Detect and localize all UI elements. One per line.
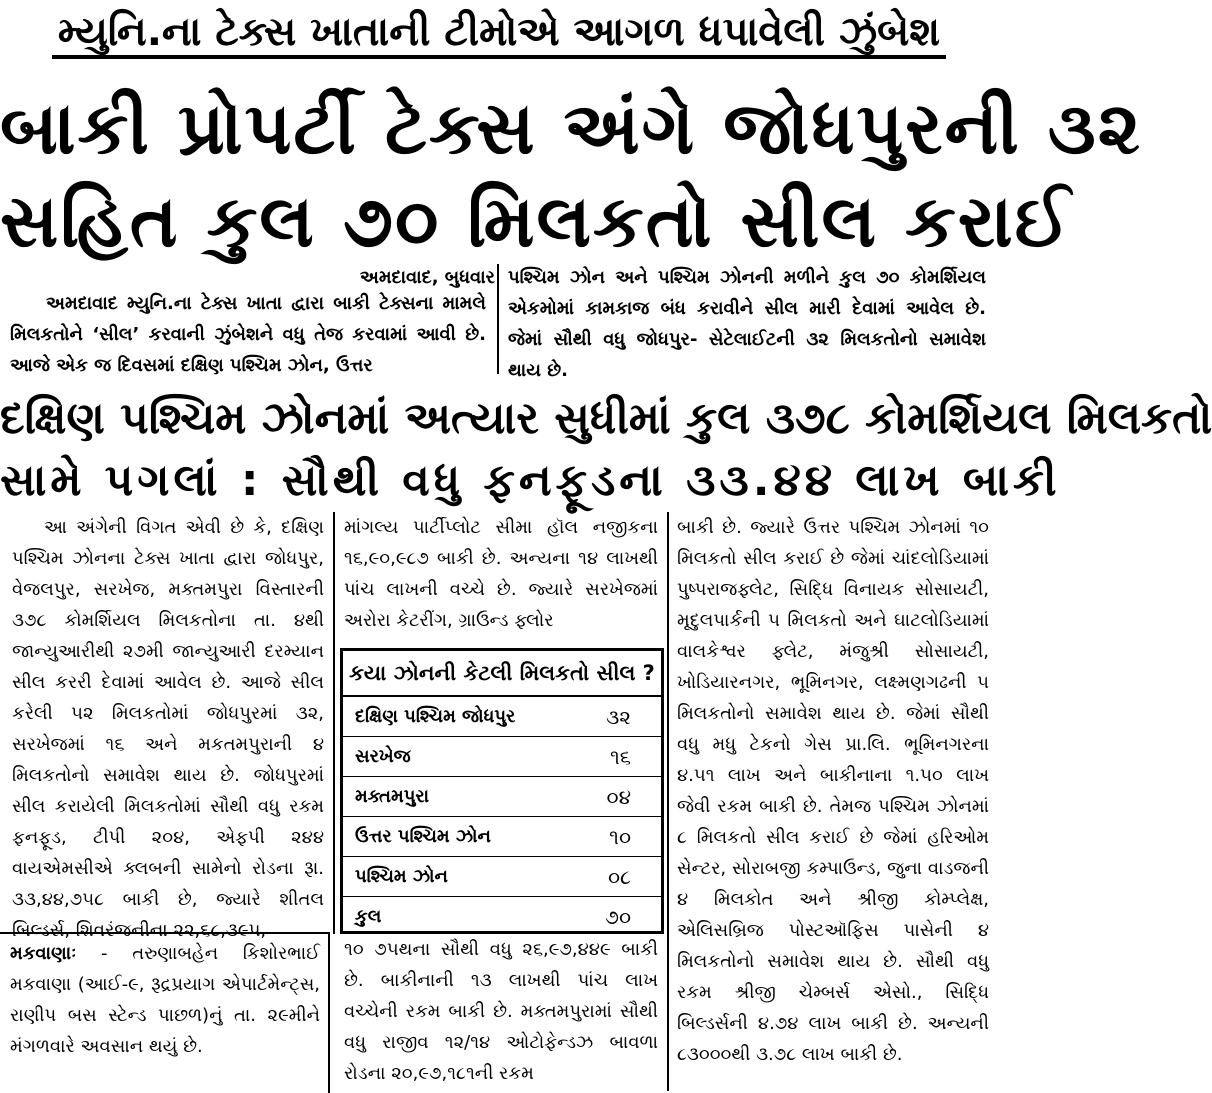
subhead-line-2: સામે પગલાં : સૌથી વધુ ફનફૂડના ૩૩.૪૪ લાખ બાકી	[0, 455, 1061, 506]
obituary-name: મકવાણાઃ	[10, 943, 77, 964]
column-left-text: આ અંગેની વિગત એવી છે કે, દક્ષિણ પશ્ચિમ ઝોનના ટેક્સ ખાતા દ્વારા જોધપુર, વેજલપુર, સરખેજ, મક્તમપુરા વિસ્તારની ૩૭૮ કોમર્શિયલ મિલકતોના તા. ૪થી જાન્યુઆરીથી ૨૭મી જાન્યુઆરી દરમ્યાન સીલ કરરી દેવામાં આવેલ છે. આજે સીલ કરેલી ૫૨ મિલકતોમાં જોધપુરમાં ૩૨, સરખેજમાં ૧૬ અને મકતમપુરાની ૪ મિલકતોનો સમાવેશ થાય છે. જોધપુરમાં સીલ કરાયેલી મિલકતોમાં સૌથી વધુ રકમ ફનફૂડ, ટીપી ૨૦૪, એફપી ૨૪૪ વાયએમસીએ ક્લબની સામેનો રોડના રૂા. ૩૩,૪૪,૭૫૮ બાકી છે, જ્યારે શીતલ બિલ્ડર્સ, શિવરંજનીના ૨૨,૬૮,૩૯૫,	[12, 517, 324, 941]
zone-count: ૦૪	[606, 784, 631, 809]
kicker-headline	[0, 0, 998, 68]
column-middle-bottom-text: ૧૦ ૭૫થના સૌથી વધુ ૨૬,૯૭,૪૪૯ બાકી છે. બાકીનાની ૧૩ લાખથી પાંચ લાખ વચ્ચેની રકમ બાકી છે. મક્તમપુરામાં સૌથી વધુ રાજીવ ૧૨/૧૪ ઓટોફેન્ડઝ બાવળા રોડના ૨૦,૯૭,૧૮૧ની રકમ	[344, 939, 658, 1084]
zone-name: પશ્ચિમ ઝોન	[355, 866, 448, 887]
table-row	[343, 817, 661, 857]
zone-count: ૧૦	[609, 824, 631, 849]
lead-right-text: પશ્ચિમ ઝોન અને પશ્ચિમ ઝોનની મળીને કુલ ૭૦ કોમર્શિયલ એકમોમાં કામકાજ બંધ કરાવીને સીલ મારી દેવામાં આવેલ છે. જેમાં સૌથી વધુ જોધપુર- સેટેલાઈટની ૩૨ મિલકતોનો સમાવેશ થાય છે.	[508, 267, 986, 381]
obituary-content	[10, 938, 320, 1090]
zone-name: મક્તમપુરા	[355, 786, 430, 807]
table-row	[343, 777, 661, 817]
zone-count: ૭૦	[605, 904, 631, 929]
zone-name: ઉત્તર પશ્ચિમ ઝોન	[355, 826, 491, 847]
column-middle-top-text: માંગલ્ય પાર્ટીપ્લોટ સીમા હૉલ નજીકના ૧૬,૯૦,૯૮૭ બાકી છે. અન્યના ૧૪ લાખથી પાંચ લાખની વચ્ચે છે. જ્યારે સરખેજમાં અરોરા કેટરીંગ, ગ્રાઉન્ડ ફ્લોર	[344, 517, 658, 631]
table-row	[343, 857, 661, 897]
zone-count: ૦૮	[607, 864, 631, 889]
obituary-text: - તરુણાબહેન કિશોરભાઈ મકવાણા (આઈ-૯, રૂદ્રપ્રયાગ એપાર્ટમેન્ટ્સ, રાણીપ બસ સ્ટેન્ડ પાછળ)નું તા. ૨૯મીને મંગળવારે અવસાન થયું છે.	[10, 943, 320, 1057]
lead-section	[10, 262, 988, 382]
zone-count: ૧૬	[610, 744, 631, 769]
zone-name: સરખેજ	[355, 746, 411, 767]
table-row	[343, 697, 661, 737]
obituary-box	[0, 932, 330, 1093]
zone-name: દક્ષિણ પશ્ચિમ જોધપુર	[355, 706, 516, 727]
headline-line-2: સહિત કુલ ૭૦ મિલકતો સીલ કરાઈ	[0, 178, 1073, 263]
lead-left-text: અમદાવાદ મ્યુનિ.ના ટેક્સ ખાતા દ્વારા બાકી ટેક્સના મામલે મિલકતોને ‘સીલ’ કરવાની ઝુંબેશને વધુ તેજ કરવામાં આવી છે. આજે એક જ દિવસમાં દક્ષિણ પશ્ચિમ ઝોન, ઉત્તર	[10, 293, 486, 376]
headline-line-1: બાકી પ્રોપર્ટી ટેક્સ અંગે જોધપુરની ૩૨	[0, 85, 1142, 170]
subhead-line-1: દક્ષિણ પશ્ચિમ ઝોનમાં અત્યાર સુધીમાં કુલ ૩૭૮ કોમર્શિયલ મિલકતો	[0, 393, 1212, 444]
zone-name: કુલ	[355, 906, 382, 927]
table-title: કયા ઝોનની કેટલી મિલકતો સીલ ?	[343, 651, 661, 697]
lead-divider	[497, 264, 499, 374]
table-row	[343, 737, 661, 777]
table-row-total	[343, 897, 661, 936]
kicker-text: મ્યુનિ.ના ટેક્સ ખાતાની ટીમોએ આગળ ધપાવેલી ઝુંબેશ	[52, 9, 946, 59]
seal-summary-table	[340, 648, 664, 934]
column-divider-right	[667, 512, 669, 1091]
column-right-text: બાકી છે. જ્યારે ઉત્તર પશ્ચિમ ઝોનમાં ૧૦ મિલકતો સીલ કરાઈ છે જેમાં ચાંદલોડિયામાં પુષ્પરાજફ્લેટ, સિદ્ધિ વિનાયક સોસાયટી, મૃદુલપાર્કની ૫ મિલકતો અને ઘાટલોડિયામાં વાલકેશ્વર ફ્લેટ, મંજુશ્રી સોસાયટી, ખોડિયારનગર, ભૂમિનગર, લક્ષ્મણગઢની ૫ મિલકતોનો સમાવેશ થાય છે. જેમાં સૌથી વધુ મધુ ટેકનો ગેસ પ્રા.લિ. ભૂમિનગરના ૪.૫૧ લાખ અને બાકીનાના ૧.૫૦ લાખ જેવી રકમ બાકી છે. તેમજ પશ્ચિમ ઝોનમાં ૮ મિલકતો સીલ કરાઈ છે જેમાં હરિઓમ સેન્ટર, સોરાબજી કમ્પાઉન્ડ, જુના વાડજની ૪ મિલકોત અને શ્રીજી કોમ્પ્લેક્ષ, એલિસબ્રિજ પોસ્ટઑફિસ પાસેની ૪ મિલકતોનો સમાવેશ થાય છે. સૌથી વધુ રકમ શ્રીજી ચેમ્બર્સ એસો., સિદ્ધિ બિલ્ડર્સની ૪.૭૪ લાખ બાકી છે. અન્યની ૮૩૦૦૦થી ૩.૭૮ લાખ બાકી છે.	[677, 517, 989, 1065]
zone-count: ૩૨	[605, 704, 631, 729]
table-body	[343, 697, 661, 936]
lead-dateline: અમદાવાદ, બુધવાર	[359, 267, 495, 288]
column-divider-left	[333, 512, 335, 934]
